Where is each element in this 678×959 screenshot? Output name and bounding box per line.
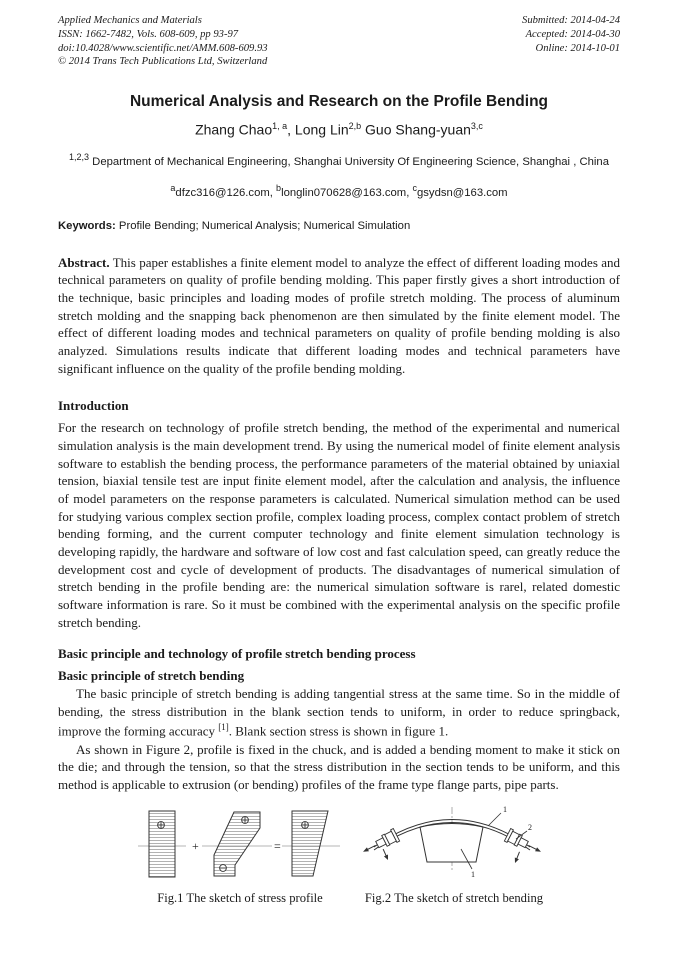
die-shape: [420, 823, 483, 862]
tension-arrow: [535, 847, 542, 853]
label-clamp: 2: [528, 822, 532, 832]
author-affil-mark: 2,b: [348, 121, 362, 132]
tension-arrow: [362, 847, 369, 853]
principle-subheading: Basic principle of stretch bending: [58, 668, 245, 684]
equals-operator: =: [274, 838, 281, 853]
keywords-text: Profile Bending; Numerical Analysis; Numerical Simulation: [115, 219, 411, 232]
journal-name: Applied Mechanics and Materials: [58, 15, 202, 26]
intro-heading: Introduction: [58, 398, 129, 414]
affiliation-text: Department of Mechanical Engineering, Shanghai University Of Engineering Science, Shanghai , China: [89, 155, 609, 168]
author-name: , Long Lin: [287, 121, 349, 138]
submission-dates: [522, 14, 620, 55]
fig2-caption: Fig.2 The sketch of stretch bending: [364, 890, 544, 905]
plus-operator: +: [192, 838, 199, 853]
stress-profile-diagram: [132, 800, 348, 888]
email-address: gsydsn@163.com: [417, 186, 508, 199]
paragraph-text: . Blank section stress is shown in figure 1.: [228, 723, 449, 739]
journal-issn: ISSN: 1662-7482, Vols. 608-609, pp 93-97: [58, 28, 239, 40]
affiliation-marks: 1,2,3: [69, 151, 90, 162]
label-profile: 1: [503, 804, 507, 814]
abstract: [58, 254, 620, 378]
author-line: [58, 121, 620, 138]
email-mark: c: [412, 182, 417, 193]
date-submitted: Submitted: 2014-04-24: [522, 15, 620, 26]
email-line: [58, 183, 620, 199]
abstract-text: This paper establishes a finite element model to analyze the effect of different loading modes and technical parameters on quality of profile bending molding. This paper firstly gives a short introduction of the technique, basic principles and loading modes of profile stretch molding. The process of aluminum stretch molding and the snapping back phenomenon are then simulated by the finite element model. The effect of different loading modes and technical parameters on quality of profile bending molding is also analyzed. Simulations results indicate that different loading modes and technical parameters have significant influence on the quality of the profile bending molding.: [58, 254, 620, 376]
principle-paragraph-1: [58, 685, 620, 739]
journal-info: [58, 14, 268, 69]
journal-header: [58, 14, 620, 69]
email-address: longlin070628@163.com,: [281, 186, 413, 199]
tension-block: [149, 811, 175, 877]
right-aux-arrow: [513, 851, 522, 864]
date-online: Online: 2014-10-01: [535, 42, 620, 54]
intro-paragraph: For the research on technology of profile stretch bending, the method of the experimental and numerical simulation analysis is the main development trend. By using the numerical model of finite element analysis software to establish the bending process, the performance parameters of the material obtained by uniaxial tension, biaxial tensile test are input finite element model, after the calculation and analysis, the influence of model parameters on the response parameters is calculated. Numerical simulation method can be used for studying various complex section profile, complex loading process, complex contact problem of stretch bending forming, and the current computer technology and finite element simulation technology is developing rapidly, the hardware and software of low cost and fast calculation speed, can greatly reduce the development cost and cycle of development of products. The disadvantages of numerical simulation of stretch bending in the profile bending are: the numerical simulation software is rarel, related domestic software information is rare. So it must be combined with the experimental analysis on the specific profile stretch bending.: [58, 420, 620, 630]
paper-title: Numerical Analysis and Research on the Profile Bending: [129, 93, 549, 111]
left-clamp: [362, 828, 400, 857]
plus-circle-symbol: [242, 816, 249, 823]
author-name: Zhang Chao: [195, 121, 273, 138]
principle-paragraph-2: As shown in Figure 2, profile is fixed in the chuck, and is added a bending moment to make it stick on the die; and through the tension, so that the stress distribution in the section tends to be uniform, and this method is applicable to extrusion (or bending) profiles of the frame type flange parts, pipe parts.: [58, 741, 620, 793]
resultant-stress-shape: [292, 811, 328, 876]
principle-heading: Basic principle and technology of profile stretch bending process: [58, 646, 416, 662]
figure-2: [362, 800, 546, 906]
affiliation: [61, 151, 617, 170]
author-name: Guo Shang-yuan: [361, 121, 471, 138]
paragraph-text: The basic principle of stretch bending is adding tangential stress at the same time. So in the middle of bending, the stress distribution in the blank section tends to uniform, in order to reduce springback, improve the forming accuracy: [58, 686, 620, 739]
label-die: 1: [471, 869, 475, 879]
keywords-label: Keywords:: [58, 219, 116, 232]
journal-copyright: © 2014 Trans Tech Publications Ltd, Switzerland: [58, 56, 268, 68]
email-mark: b: [276, 182, 282, 193]
author-affil-mark: 1, a: [272, 121, 288, 132]
email-address: dfzc316@126.com,: [175, 186, 277, 199]
date-accepted: Accepted: 2014-04-30: [525, 28, 620, 40]
stretch-bending-diagram: [362, 800, 546, 888]
minus-circle-symbol: [220, 864, 227, 871]
plus-circle-symbol: [158, 821, 165, 828]
email-mark: a: [170, 182, 176, 193]
figure-row: [58, 800, 620, 906]
author-affil-mark: 3,c: [470, 121, 483, 132]
fig1-caption: Fig.1 The sketch of stress profile: [157, 890, 323, 905]
journal-doi: doi:10.4028/www.scientific.net/AMM.608-609.93: [58, 42, 268, 54]
left-aux-arrow: [381, 848, 390, 861]
plus-circle-symbol: [302, 821, 309, 828]
figure-1: [132, 800, 348, 906]
keywords-line: [58, 220, 620, 232]
abstract-label: Abstract.: [58, 254, 110, 270]
leader-line: [488, 813, 501, 826]
citation-ref: [1]: [218, 721, 229, 732]
